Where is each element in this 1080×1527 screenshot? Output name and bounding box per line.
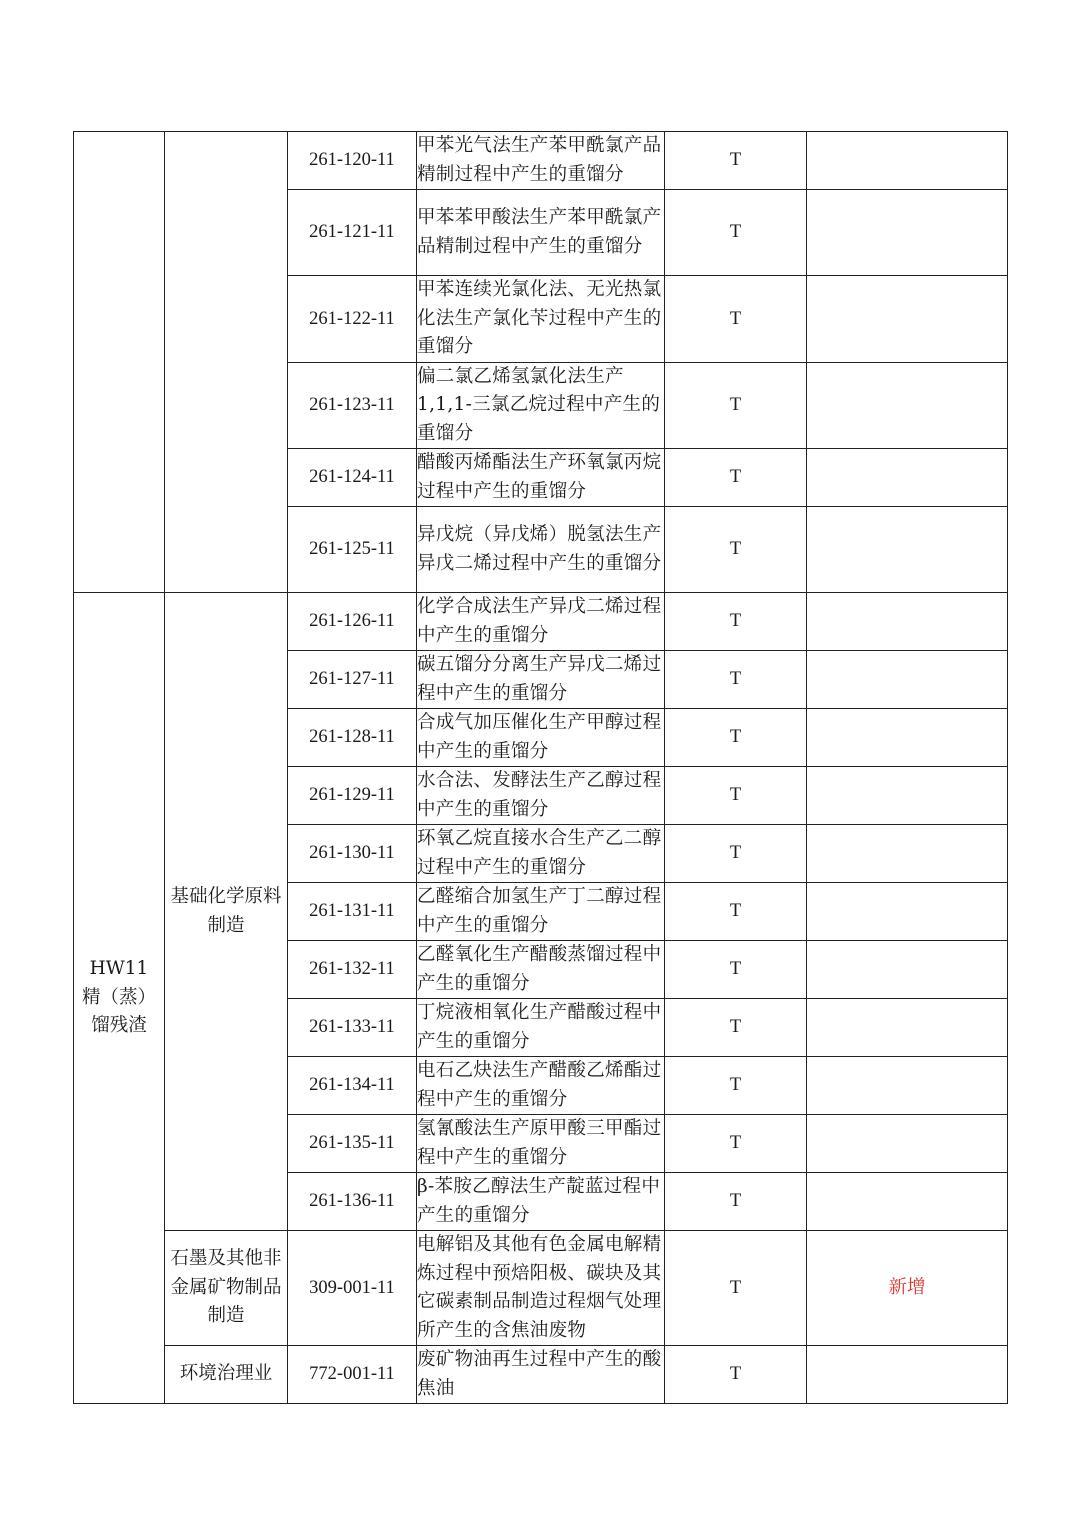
waste-code: 261-129-11 (288, 767, 417, 825)
waste-code: 261-121-11 (288, 190, 417, 276)
hazard-property: T (665, 362, 807, 449)
industry-name: 基础化学原料制造 (165, 593, 288, 1231)
waste-description: 醋酸丙烯酯法生产环氧氯丙烷过程中产生的重馏分 (417, 449, 665, 507)
waste-code: 261-128-11 (288, 709, 417, 767)
hazard-property: T (665, 941, 807, 999)
remark-cell (807, 1115, 1008, 1173)
remark-cell (807, 999, 1008, 1057)
new-entry-badge: 新增 (888, 1276, 926, 1298)
waste-code: 261-135-11 (288, 1115, 417, 1173)
waste-description: 丁烷液相氧化生产醋酸过程中产生的重馏分 (417, 999, 665, 1057)
waste-code: 309-001-11 (288, 1231, 417, 1346)
waste-description: 电石乙炔法生产醋酸乙烯酯过程中产生的重馏分 (417, 1057, 665, 1115)
waste-code: 261-125-11 (288, 507, 417, 593)
hazard-property: T (665, 825, 807, 883)
hazard-property: T (665, 449, 807, 507)
hazard-property: T (665, 1115, 807, 1173)
industry-cell-continued (165, 132, 288, 593)
hazard-property: T (665, 999, 807, 1057)
remark-cell (807, 651, 1008, 709)
hazard-property: T (665, 651, 807, 709)
remark-cell (807, 709, 1008, 767)
hazard-property: T (665, 132, 807, 190)
hazard-property: T (665, 593, 807, 651)
hazard-property: T (665, 767, 807, 825)
industry-name: 石墨及其他非金属矿物制品制造 (165, 1231, 288, 1346)
waste-code: 261-130-11 (288, 825, 417, 883)
waste-description: 碳五馏分分离生产异戊二烯过程中产生的重馏分 (417, 651, 665, 709)
remark-cell (807, 190, 1008, 276)
waste-code: 261-132-11 (288, 941, 417, 999)
hazard-property: T (665, 709, 807, 767)
hazard-property: T (665, 1346, 807, 1404)
waste-code: 261-126-11 (288, 593, 417, 651)
remark-cell (807, 276, 1008, 363)
hazardous-waste-table (73, 131, 1008, 1404)
waste-description: 电解铝及其他有色金属电解精炼过程中预焙阳极、碳块及其它碳素制品制造过程烟气处理所产生的含焦油废物 (417, 1231, 665, 1346)
waste-code: 261-122-11 (288, 276, 417, 363)
waste-code: 261-131-11 (288, 883, 417, 941)
waste-code: 261-124-11 (288, 449, 417, 507)
table-row (74, 1346, 1008, 1404)
waste-description: 废矿物油再生过程中产生的酸焦油 (417, 1346, 665, 1404)
hazard-property: T (665, 1231, 807, 1346)
remark-cell (807, 507, 1008, 593)
waste-code: 772-001-11 (288, 1346, 417, 1404)
remark-cell (807, 593, 1008, 651)
waste-category-cell (74, 593, 165, 1404)
remark-cell (807, 1346, 1008, 1404)
waste-category-name-line2: 馏残渣 (91, 1015, 147, 1037)
waste-description: 合成气加压催化生产甲醇过程中产生的重馏分 (417, 709, 665, 767)
waste-description: 偏二氯乙烯氢氯化法生产1,1,1-三氯乙烷过程中产生的重馏分 (417, 362, 665, 449)
waste-code: 261-123-11 (288, 362, 417, 449)
waste-code: 261-134-11 (288, 1057, 417, 1115)
waste-description: 乙醛缩合加氢生产丁二醇过程中产生的重馏分 (417, 883, 665, 941)
waste-code: 261-136-11 (288, 1173, 417, 1231)
remark-cell (807, 362, 1008, 449)
waste-description: 水合法、发酵法生产乙醇过程中产生的重馏分 (417, 767, 665, 825)
waste-code: 261-120-11 (288, 132, 417, 190)
waste-category-name-line1: 精（蒸） (81, 986, 156, 1008)
waste-code: 261-133-11 (288, 999, 417, 1057)
table-row (74, 593, 1008, 651)
hazard-property: T (665, 1173, 807, 1231)
waste-description: 氢氰酸法生产原甲酸三甲酯过程中产生的重馏分 (417, 1115, 665, 1173)
table-row (74, 132, 1008, 190)
waste-code: 261-127-11 (288, 651, 417, 709)
remark-cell (807, 883, 1008, 941)
waste-category-code: HW11 (89, 958, 149, 980)
waste-description: 化学合成法生产异戊二烯过程中产生的重馏分 (417, 593, 665, 651)
table-row (74, 1231, 1008, 1346)
remark-cell (807, 1173, 1008, 1231)
hazard-property: T (665, 1057, 807, 1115)
remark-cell (807, 1057, 1008, 1115)
remark-cell (807, 1231, 1008, 1346)
hazard-property: T (665, 190, 807, 276)
remark-cell (807, 132, 1008, 190)
remark-cell (807, 767, 1008, 825)
hazard-property: T (665, 883, 807, 941)
industry-name: 环境治理业 (165, 1346, 288, 1404)
hazard-property: T (665, 507, 807, 593)
waste-description: 环氧乙烷直接水合生产乙二醇过程中产生的重馏分 (417, 825, 665, 883)
waste-description: 乙醛氧化生产醋酸蒸馏过程中产生的重馏分 (417, 941, 665, 999)
waste-description: 甲苯光气法生产苯甲酰氯产品精制过程中产生的重馏分 (417, 132, 665, 190)
category-cell-continued (74, 132, 165, 593)
hazard-property: T (665, 276, 807, 363)
remark-cell (807, 825, 1008, 883)
remark-cell (807, 941, 1008, 999)
remark-cell (807, 449, 1008, 507)
waste-description: β-苯胺乙醇法生产靛蓝过程中产生的重馏分 (417, 1173, 665, 1231)
waste-description: 甲苯连续光氯化法、无光热氯化法生产氯化苄过程中产生的重馏分 (417, 276, 665, 363)
waste-description: 甲苯苯甲酸法生产苯甲酰氯产品精制过程中产生的重馏分 (417, 190, 665, 276)
waste-description: 异戊烷（异戊烯）脱氢法生产异戊二烯过程中产生的重馏分 (417, 507, 665, 593)
